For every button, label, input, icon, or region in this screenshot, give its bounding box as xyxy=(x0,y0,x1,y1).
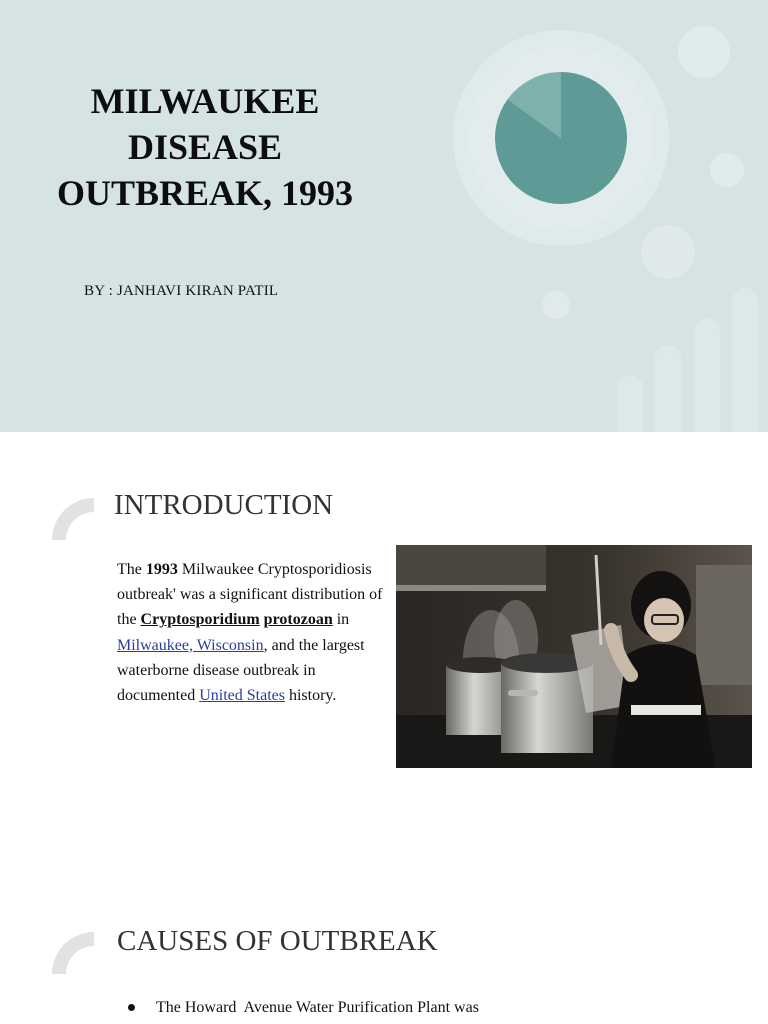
pie-chart xyxy=(495,72,627,204)
slide-title xyxy=(40,78,370,216)
link-milwaukee-wisconsin[interactable]: Milwaukee, Wisconsin xyxy=(117,636,264,654)
list-item xyxy=(128,996,479,1020)
section-heading-causes: CAUSES OF OUTBREAK xyxy=(117,925,438,957)
photo-illustration xyxy=(396,545,752,768)
title-line: MILWAUKEE xyxy=(90,81,320,121)
title-slide xyxy=(0,0,768,432)
decorative-bar xyxy=(694,318,720,432)
list-item-text: The Howard Avenue Water Purification Plant was xyxy=(156,999,479,1016)
decorative-bubble xyxy=(641,225,695,279)
section-heading-introduction: INTRODUCTION xyxy=(114,489,334,521)
decorative-bubble xyxy=(678,26,730,78)
link-united-states[interactable]: United States xyxy=(199,687,285,705)
text-span: Milwaukee Cryptosporidiosis outbreak' was a significant distribution of the xyxy=(117,561,383,629)
causes-list xyxy=(128,996,479,1020)
author-byline: BY : JANHAVI KIRAN PATIL xyxy=(84,283,279,299)
decorative-bar xyxy=(732,288,758,432)
bullet-icon xyxy=(128,1004,135,1011)
bold-year: 1993 xyxy=(145,561,178,578)
title-line: OUTBREAK, 1993 xyxy=(56,173,354,213)
title-line: DISEASE xyxy=(127,127,283,167)
text-span: history. xyxy=(284,687,337,705)
corner-arc-icon xyxy=(52,498,96,542)
decorative-bar xyxy=(617,375,643,432)
decorative-background xyxy=(0,0,768,432)
decorative-bubble xyxy=(710,153,744,187)
decorative-bubble xyxy=(542,291,570,319)
corner-arc-icon xyxy=(52,932,96,976)
text-span: in xyxy=(332,611,350,629)
term-protozoan: protozoan xyxy=(263,611,333,629)
term-cryptosporidium: Cryptosporidium xyxy=(140,611,260,629)
decorative-bar xyxy=(655,345,681,432)
text-span: , and the largest waterborne disease outbreak in documented xyxy=(117,636,365,705)
introduction-paragraph xyxy=(117,557,385,708)
text-span: The xyxy=(117,561,146,578)
kitchen-photo xyxy=(396,545,752,768)
